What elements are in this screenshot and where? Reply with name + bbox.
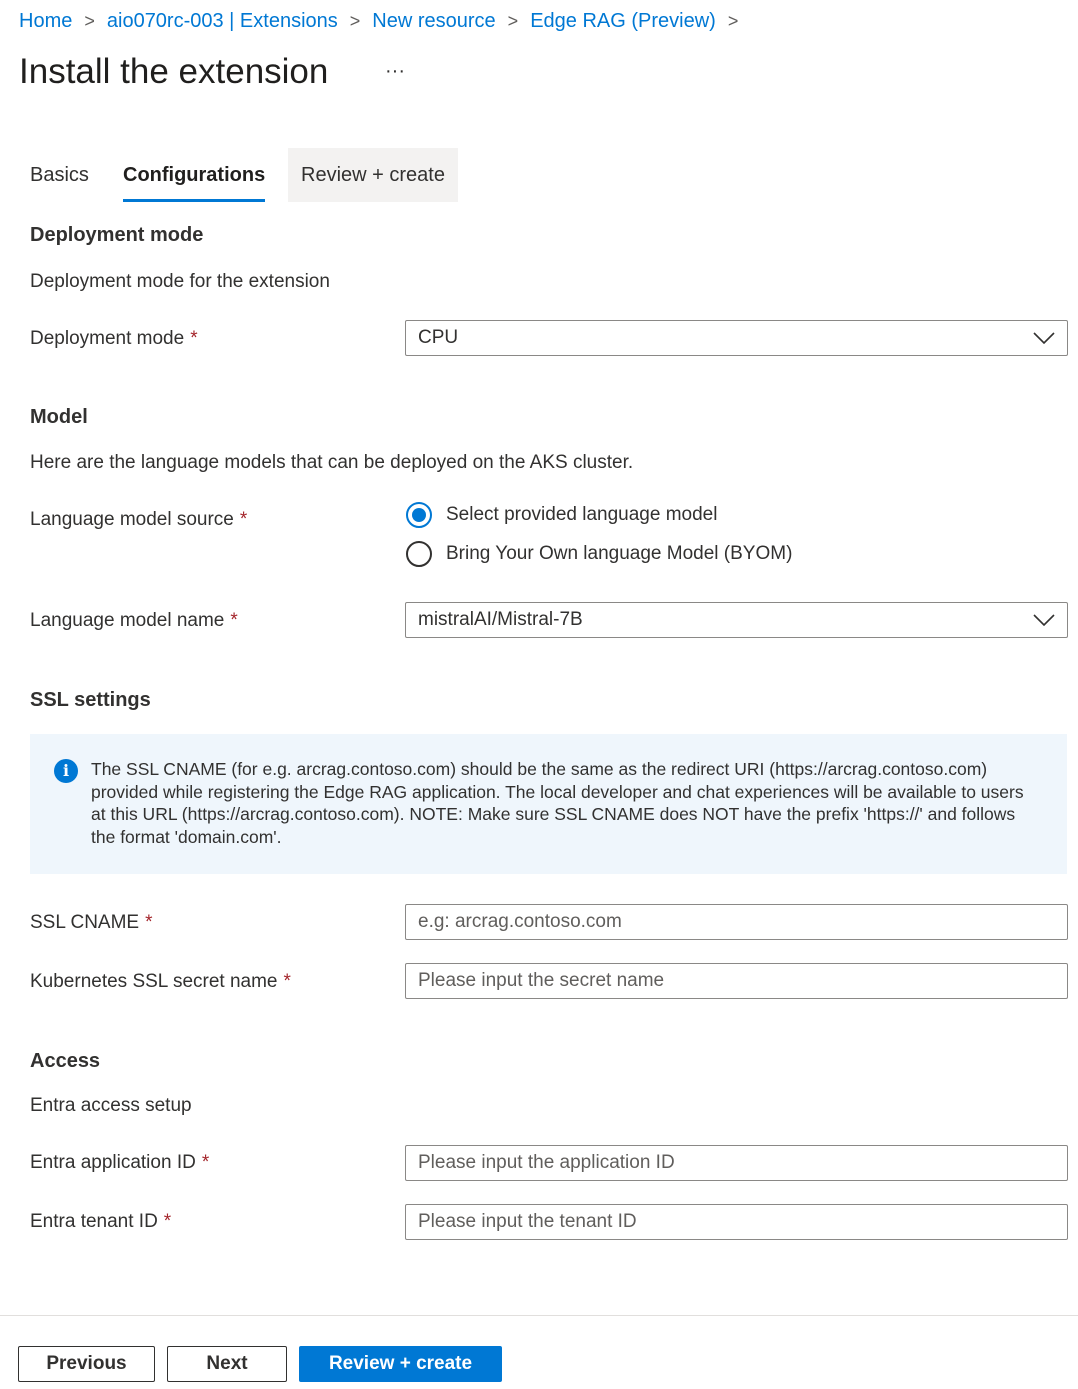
footer-divider xyxy=(0,1315,1078,1316)
required-marker: * xyxy=(190,328,198,349)
page-title: Install the extension xyxy=(19,52,329,91)
radio-checked-icon xyxy=(406,502,432,528)
required-marker: * xyxy=(201,1152,210,1173)
tab-review-create[interactable]: Review + create xyxy=(288,148,458,202)
model-name-label xyxy=(30,610,238,632)
access-desc: Entra access setup xyxy=(30,1095,192,1116)
access-heading: Access xyxy=(30,1050,101,1072)
breadcrumb-new-resource[interactable]: New resource xyxy=(372,10,496,32)
ssl-secret-input[interactable] xyxy=(405,963,1068,999)
deployment-heading: Deployment mode xyxy=(30,224,204,246)
tab-configurations[interactable]: Configurations xyxy=(123,148,265,202)
chevron-right-icon: > xyxy=(84,11,95,31)
breadcrumb xyxy=(19,10,750,33)
chevron-right-icon: > xyxy=(727,11,739,31)
info-text: The SSL CNAME (for e.g. arcrag.contoso.com) should be the same as the redirect URI (https://arcrag.contoso.com) provided while registering the Edge RAG application. The local developer and chat experiences will be available to users at this URL (https://arcrag.contoso.com). NOTE: Make sure SSL CNAME does NOT have the prefix 'https://' and follows the format 'domain.com'. xyxy=(91,759,1024,847)
ssl-cname-input[interactable] xyxy=(405,904,1068,940)
tab-basics[interactable]: Basics xyxy=(30,164,89,186)
tenant-id-label xyxy=(30,1211,171,1233)
deployment-mode-dropdown[interactable] xyxy=(405,320,1068,356)
required-marker: * xyxy=(283,971,291,992)
ssl-info-banner xyxy=(30,734,1067,874)
model-source-label xyxy=(30,509,247,531)
label-text: Entra tenant ID xyxy=(30,1211,158,1232)
breadcrumb-home[interactable]: Home xyxy=(19,10,73,32)
radio-byom[interactable] xyxy=(406,541,792,567)
chevron-down-icon xyxy=(1033,614,1055,626)
ssl-heading: SSL settings xyxy=(30,689,151,711)
label-text: Deployment mode xyxy=(30,328,185,349)
app-id-label xyxy=(30,1152,209,1174)
required-marker: * xyxy=(163,1211,172,1232)
label-text: SSL CNAME xyxy=(30,912,140,933)
tenant-id-input[interactable] xyxy=(405,1204,1068,1240)
dropdown-value: CPU xyxy=(418,327,459,348)
breadcrumb-edge-rag[interactable]: Edge RAG (Preview) xyxy=(530,10,716,32)
radio-label: Bring Your Own language Model (BYOM) xyxy=(446,543,793,564)
radio-unchecked-icon xyxy=(406,541,432,567)
more-options-icon[interactable]: ··· xyxy=(385,60,405,82)
app-id-input[interactable] xyxy=(405,1145,1068,1181)
label-text: Kubernetes SSL secret name xyxy=(30,971,278,992)
label-text: Language model source xyxy=(30,509,234,530)
previous-button[interactable]: Previous xyxy=(18,1346,155,1382)
required-marker: * xyxy=(239,509,248,530)
radio-select-provided[interactable] xyxy=(406,502,717,528)
model-heading: Model xyxy=(30,406,88,428)
model-desc: Here are the language models that can be deployed on the AKS cluster. xyxy=(30,452,634,473)
chevron-right-icon: > xyxy=(349,11,361,31)
chevron-down-icon xyxy=(1033,332,1055,344)
deployment-desc: Deployment mode for the extension xyxy=(30,271,330,292)
dropdown-value: mistralAI/Mistral-7B xyxy=(418,609,583,630)
ssl-cname-label xyxy=(30,912,153,934)
label-text: Entra application ID xyxy=(30,1152,196,1173)
next-button[interactable]: Next xyxy=(167,1346,287,1382)
ssl-secret-label xyxy=(30,971,291,993)
radio-label: Select provided language model xyxy=(446,504,718,525)
required-marker: * xyxy=(145,912,153,933)
deployment-mode-label xyxy=(30,328,198,350)
label-text: Language model name xyxy=(30,610,225,631)
review-create-button[interactable]: Review + create xyxy=(299,1346,502,1382)
breadcrumb-extensions[interactable]: aio070rc-003 | Extensions xyxy=(106,10,338,32)
info-icon: i xyxy=(54,759,78,783)
model-name-dropdown[interactable] xyxy=(405,602,1068,638)
required-marker: * xyxy=(230,610,238,631)
chevron-right-icon: > xyxy=(507,11,519,31)
